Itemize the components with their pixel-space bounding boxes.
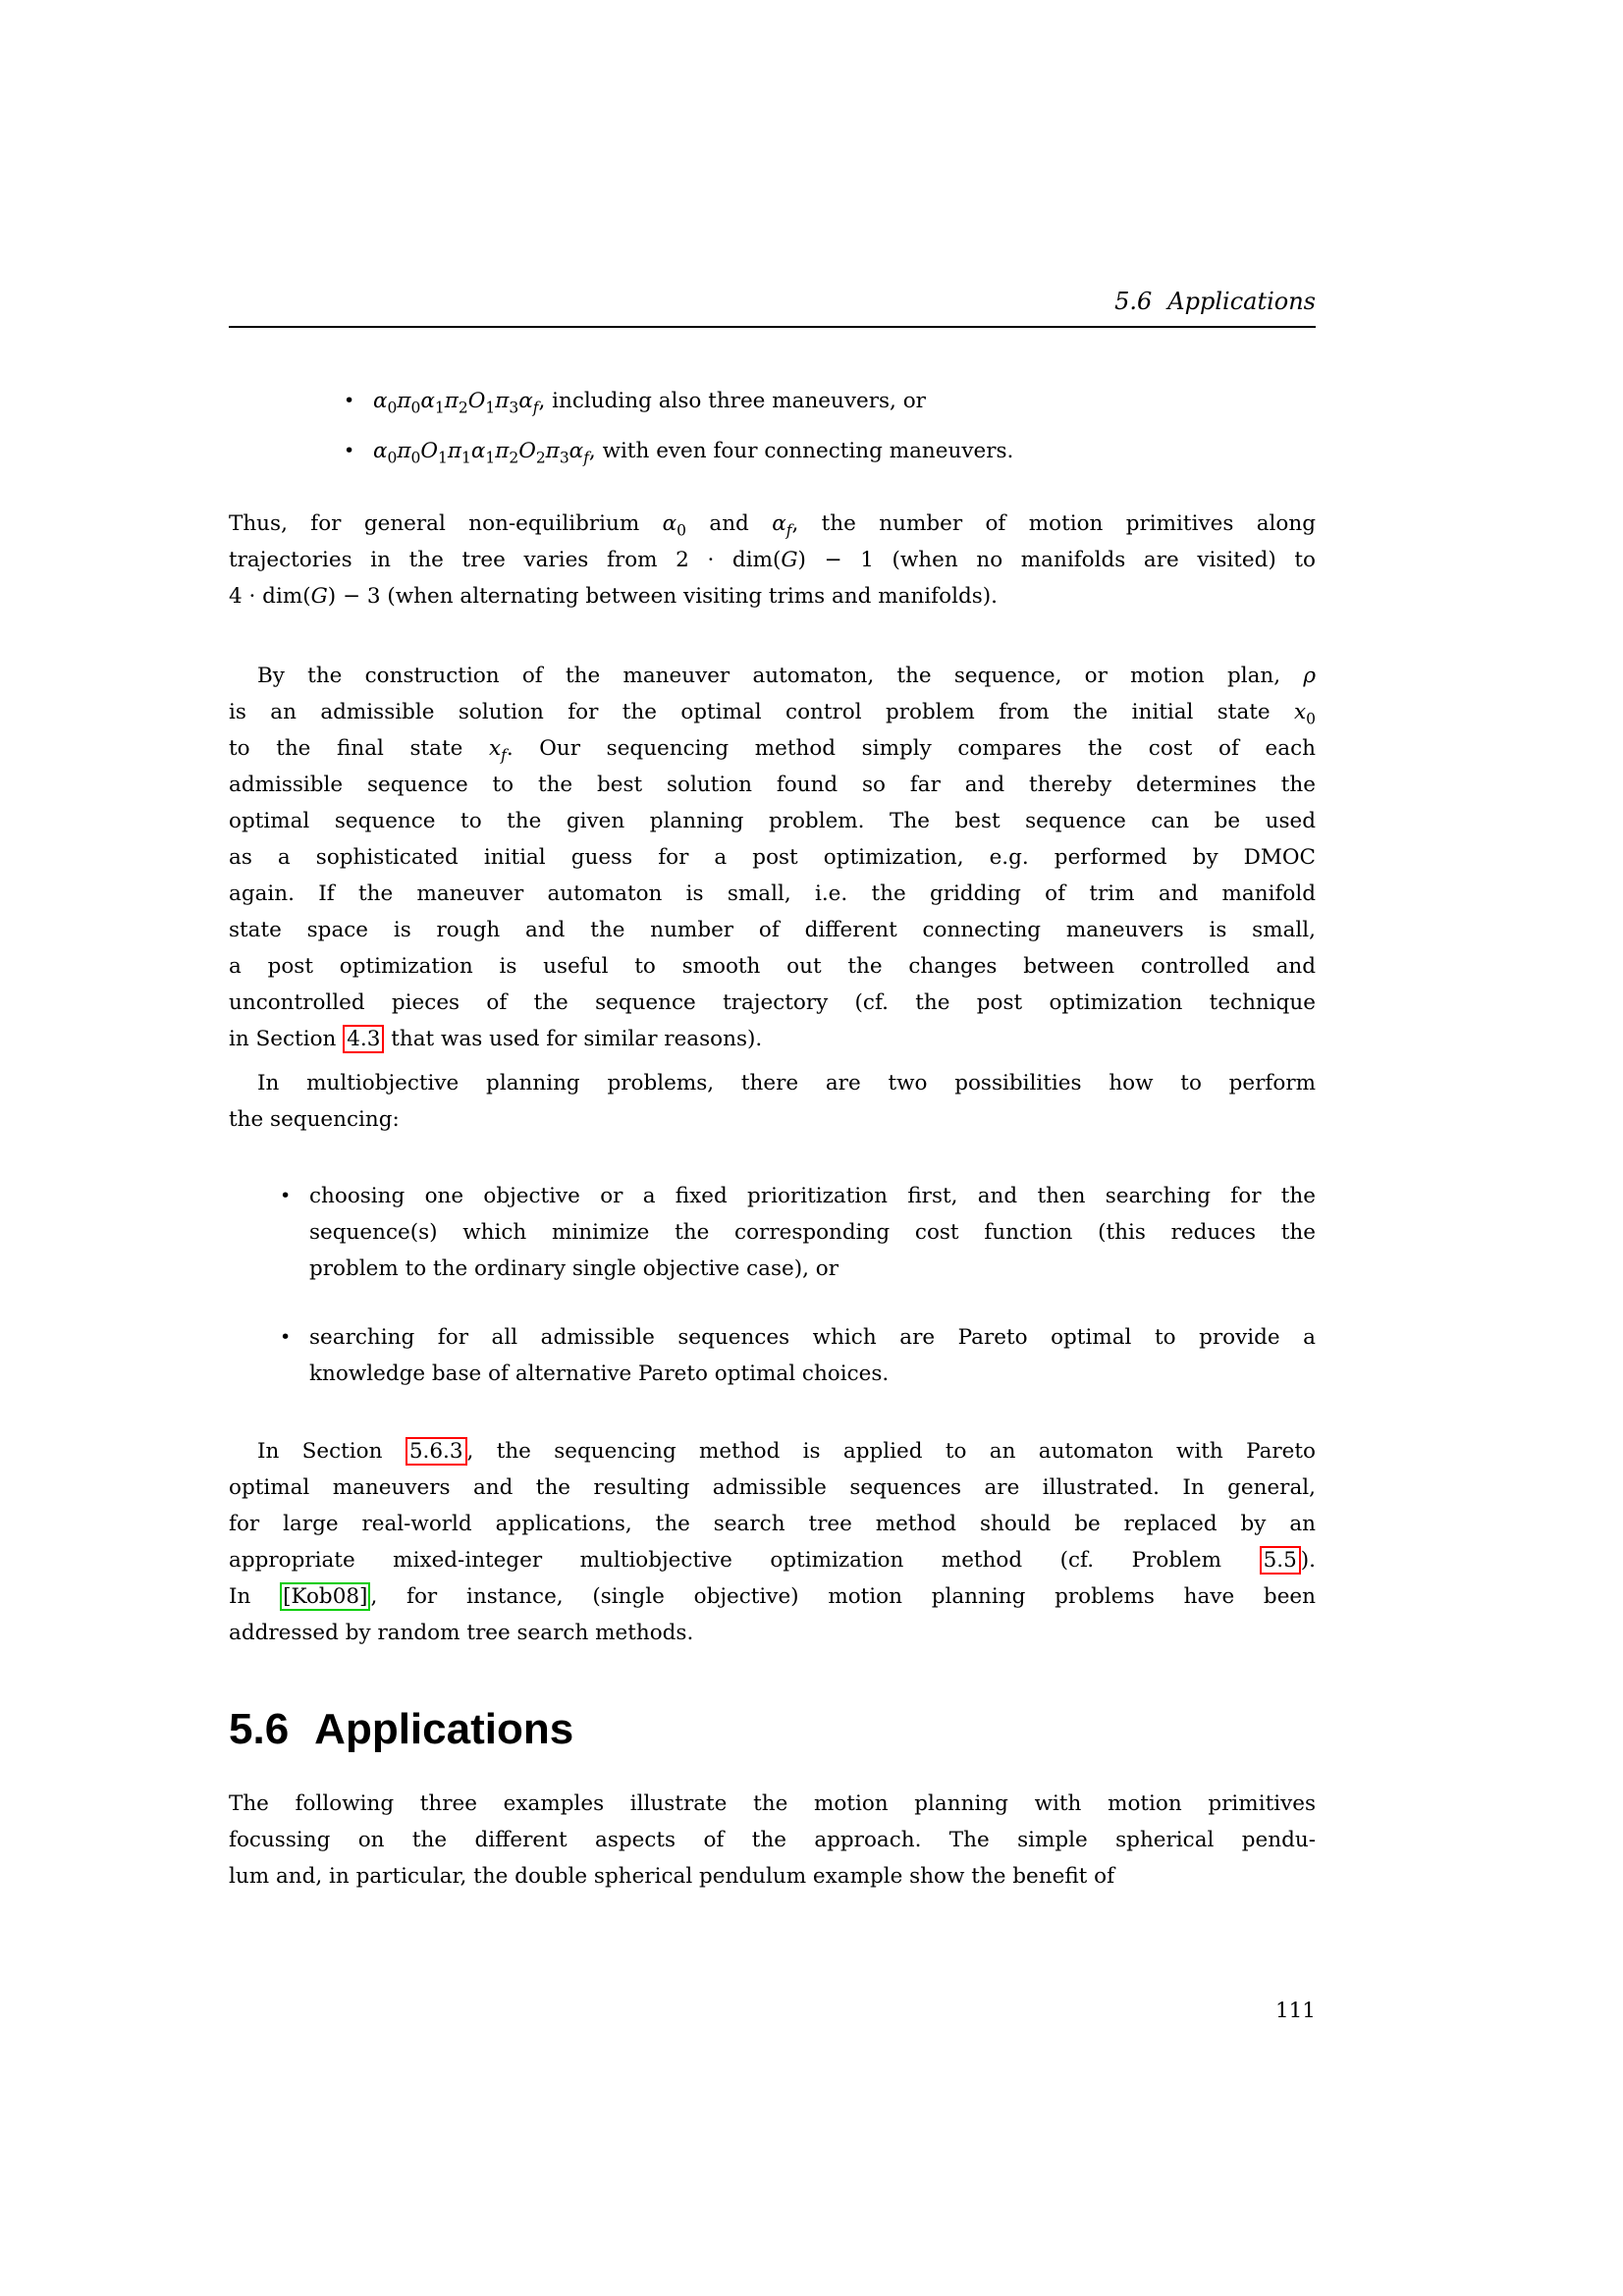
list-item — [229, 433, 1316, 469]
text-line: in Section 4.3 that was used for similar reasons). — [229, 1027, 763, 1051]
link-section-4-3[interactable]: 4.3 — [343, 1025, 384, 1053]
paragraph-multiobjective — [229, 1065, 1316, 1138]
text-line: optimal sequence to the given planning problem. The best sequence can be used — [229, 809, 1316, 833]
text-line: knowledge base of alternative Pareto optimal choices. — [309, 1362, 890, 1386]
text-line: sequence(s) which minimize the corresponding cost function (this reduces the — [309, 1220, 1316, 1245]
link-section-5-6-3[interactable]: 5.6.3 — [406, 1437, 467, 1466]
section-heading — [229, 1705, 1316, 1753]
text-line: is an admissible solution for the optimal control problem from the initial state $x_0$ — [229, 700, 1316, 728]
bullet-icon: • — [280, 1326, 292, 1348]
page-number: 111 — [1274, 1999, 1316, 2023]
list-item — [229, 1319, 1316, 1392]
link-problem-5-5[interactable]: 5.5 — [1260, 1546, 1301, 1575]
bullet-icon: • — [280, 1185, 292, 1206]
link-cite-kob08[interactable]: [Kob08] — [280, 1582, 370, 1611]
bullet-icon: • — [344, 390, 355, 411]
text-line: again. If the maneuver automaton is small, i.e. the gridding of trim and manifold — [229, 881, 1316, 906]
text-line: addressed by random tree search methods. — [229, 1621, 694, 1645]
text-line: the sequencing: — [229, 1107, 400, 1132]
list-item — [229, 1178, 1316, 1287]
text-line: Thus, for general non-equilibrium $\alpha_0$ and $\alpha_f$, the number of motion primitives along — [229, 511, 1316, 540]
paragraph-section-563 — [229, 1433, 1316, 1651]
text-line: By the construction of the maneuver automaton, the sequence, or motion plan, ρ — [257, 664, 1316, 688]
paragraph-thus — [229, 506, 1316, 614]
text-line: a post optimization is useful to smooth out the changes between controlled and — [229, 954, 1316, 979]
text-line: trajectories in the tree varies from 2 · dim(G) − 1 (when no manifolds are visited) to — [229, 548, 1316, 572]
section-title: Applications — [314, 1705, 574, 1753]
text-line: appropriate mixed-integer multiobjective optimization method (cf. Problem 5.5 ). — [229, 1548, 1316, 1573]
text-line: In multiobjective planning problems, there are two possibilities how to perform — [257, 1071, 1316, 1095]
sequencing-options-list — [229, 1178, 1316, 1392]
running-header — [229, 287, 1316, 316]
section-number: 5.6 — [229, 1705, 290, 1753]
text-line: $\alpha_0\pi_0\alpha_1\pi_2O_1\pi_3\alpha_f$, including also three maneuvers, or — [373, 389, 926, 417]
running-header-title: Applications — [1167, 288, 1316, 315]
text-line: to the final state $x_f$. Our sequencing method simply compares the cost of each — [229, 736, 1316, 765]
text-line: uncontrolled pieces of the sequence trajectory (cf. the post optimization technique — [229, 990, 1316, 1015]
list-item — [229, 383, 1316, 419]
text-line: state space is rough and the number of different connecting maneuvers is small, — [229, 918, 1316, 942]
text-line: searching for all admissible sequences which are Pareto optimal to provide a — [309, 1325, 1316, 1350]
text-line: In Section 5.6.3 , the sequencing method is applied to an automaton with Pareto — [257, 1439, 1316, 1464]
text-line: as a sophisticated initial guess for a post optimization, e.g. performed by DMOC — [229, 845, 1316, 870]
paragraph-following — [229, 1786, 1316, 1895]
text-line: admissible sequence to the best solution found so far and thereby determines the — [229, 773, 1316, 797]
text-line: 4 · dim(G) − 3 (when alternating between visiting trims and manifolds). — [229, 584, 998, 609]
text-line: lum and, in particular, the double spherical pendulum example show the benefit of — [229, 1864, 1115, 1889]
text-line: $\alpha_0\pi_0O_1\pi_1\alpha_1\pi_2O_2\pi_3\alpha_f$, with even four connecting maneuvers. — [373, 439, 1014, 467]
text-line: optimal maneuvers and the resulting admissible sequences are illustrated. In general, — [229, 1475, 1316, 1500]
text-line: choosing one objective or a fixed prioritization first, and then searching for the — [309, 1184, 1316, 1208]
text-line: In [Kob08] , for instance, (single objective) motion planning problems have been — [229, 1584, 1316, 1609]
text-line: The following three examples illustrate the motion planning with motion primitives — [229, 1791, 1316, 1816]
paragraph-by-construction — [229, 658, 1316, 1057]
text-line: for large real-world applications, the search tree method should be replaced by an — [229, 1512, 1316, 1536]
maneuver-sequence-list — [229, 383, 1316, 469]
text-line: focussing on the different aspects of the approach. The simple spherical pendu- — [229, 1828, 1316, 1852]
bullet-icon: • — [344, 440, 355, 461]
header-rule — [229, 326, 1316, 328]
running-header-number: 5.6 — [1114, 288, 1153, 315]
text-line: problem to the ordinary single objective case), or — [309, 1256, 839, 1281]
